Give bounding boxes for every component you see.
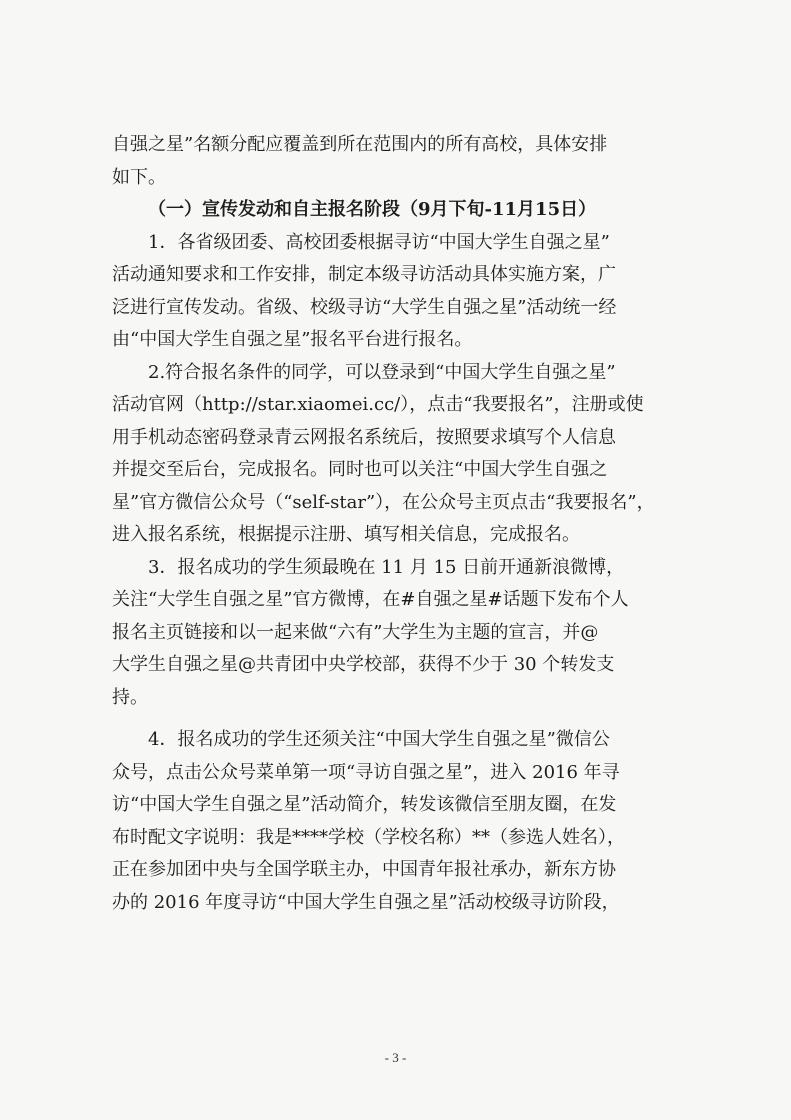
text-line: 泛进行宣传发动。省级、校级寻访“大学生自强之星”活动统一经 xyxy=(112,296,617,318)
text-line: 1．各省级团委、高校团委根据寻访“中国大学生自强之星” xyxy=(148,231,610,253)
text-line: 星”官方微信公众号（“self-star”），在公众号主页点击“我要报名”， xyxy=(112,491,655,513)
text-line: 布时配文字说明：我是****学校（学校名称）**（参选人姓名）， xyxy=(112,826,625,848)
text-line: 活动官网（http://star.xiaomei.cc/），点击“我要报名”，注册或使 xyxy=(112,394,644,415)
section-heading: （一）宣传发动和自主报名阶段（9月下旬-11月15日） xyxy=(148,199,597,220)
text-line: 如下。 xyxy=(112,166,166,188)
text-line: 众号，点击公众号菜单第一项“寻访自强之星”，进入 2016 年寻 xyxy=(112,761,620,783)
paragraph-gap xyxy=(112,714,684,724)
body-text xyxy=(112,129,684,919)
text-line: 2.符合报名条件的同学，可以登录到“中国大学生自强之星” xyxy=(148,361,616,383)
page-number: - 3 - xyxy=(384,1050,407,1065)
text-line: 进入报名系统，根据提示注册、填写相关信息，完成报名。 xyxy=(112,524,580,545)
text-line: 访“中国大学生自强之星”活动简介，转发该微信至朋友圈，在发 xyxy=(112,794,617,815)
text-line: 活动通知要求和工作安排，制定本级寻访活动具体实施方案，广 xyxy=(112,264,616,285)
text-line: 3．报名成功的学生须最晚在 11 月 15 日前开通新浪微博， xyxy=(148,556,625,578)
text-line: 由“中国大学生自强之星”报名平台进行报名。 xyxy=(112,329,473,350)
text-line: 关注“大学生自强之星”官方微博，在#自强之星#话题下发布个人 xyxy=(112,589,629,610)
text-line: 正在参加团中央与全国学联主办，中国青年报社承办，新东方协 xyxy=(112,859,616,880)
text-line: 办的 2016 年度寻访“中国大学生自强之星”活动校级寻访阶段， xyxy=(112,891,620,913)
text-line: 大学生自强之星@共青团中央学校部，获得不少于 30 个转发支 xyxy=(112,654,615,675)
text-line: 并提交至后台，完成报名。同时也可以关注“中国大学生自强之 xyxy=(112,459,608,480)
text-line: 报名主页链接和以一起来做“六有”大学生为主题的宣言，并@ xyxy=(112,621,599,643)
text-line: 自强之星”名额分配应覆盖到所在范围内的所有高校，具体安排 xyxy=(112,134,608,155)
text-line: 4．报名成功的学生还须关注“中国大学生自强之星”微信公 xyxy=(148,729,610,750)
text-line: 持。 xyxy=(112,686,148,708)
text-line: 用手机动态密码登录青云网报名系统后，按照要求填写个人信息 xyxy=(112,426,616,448)
